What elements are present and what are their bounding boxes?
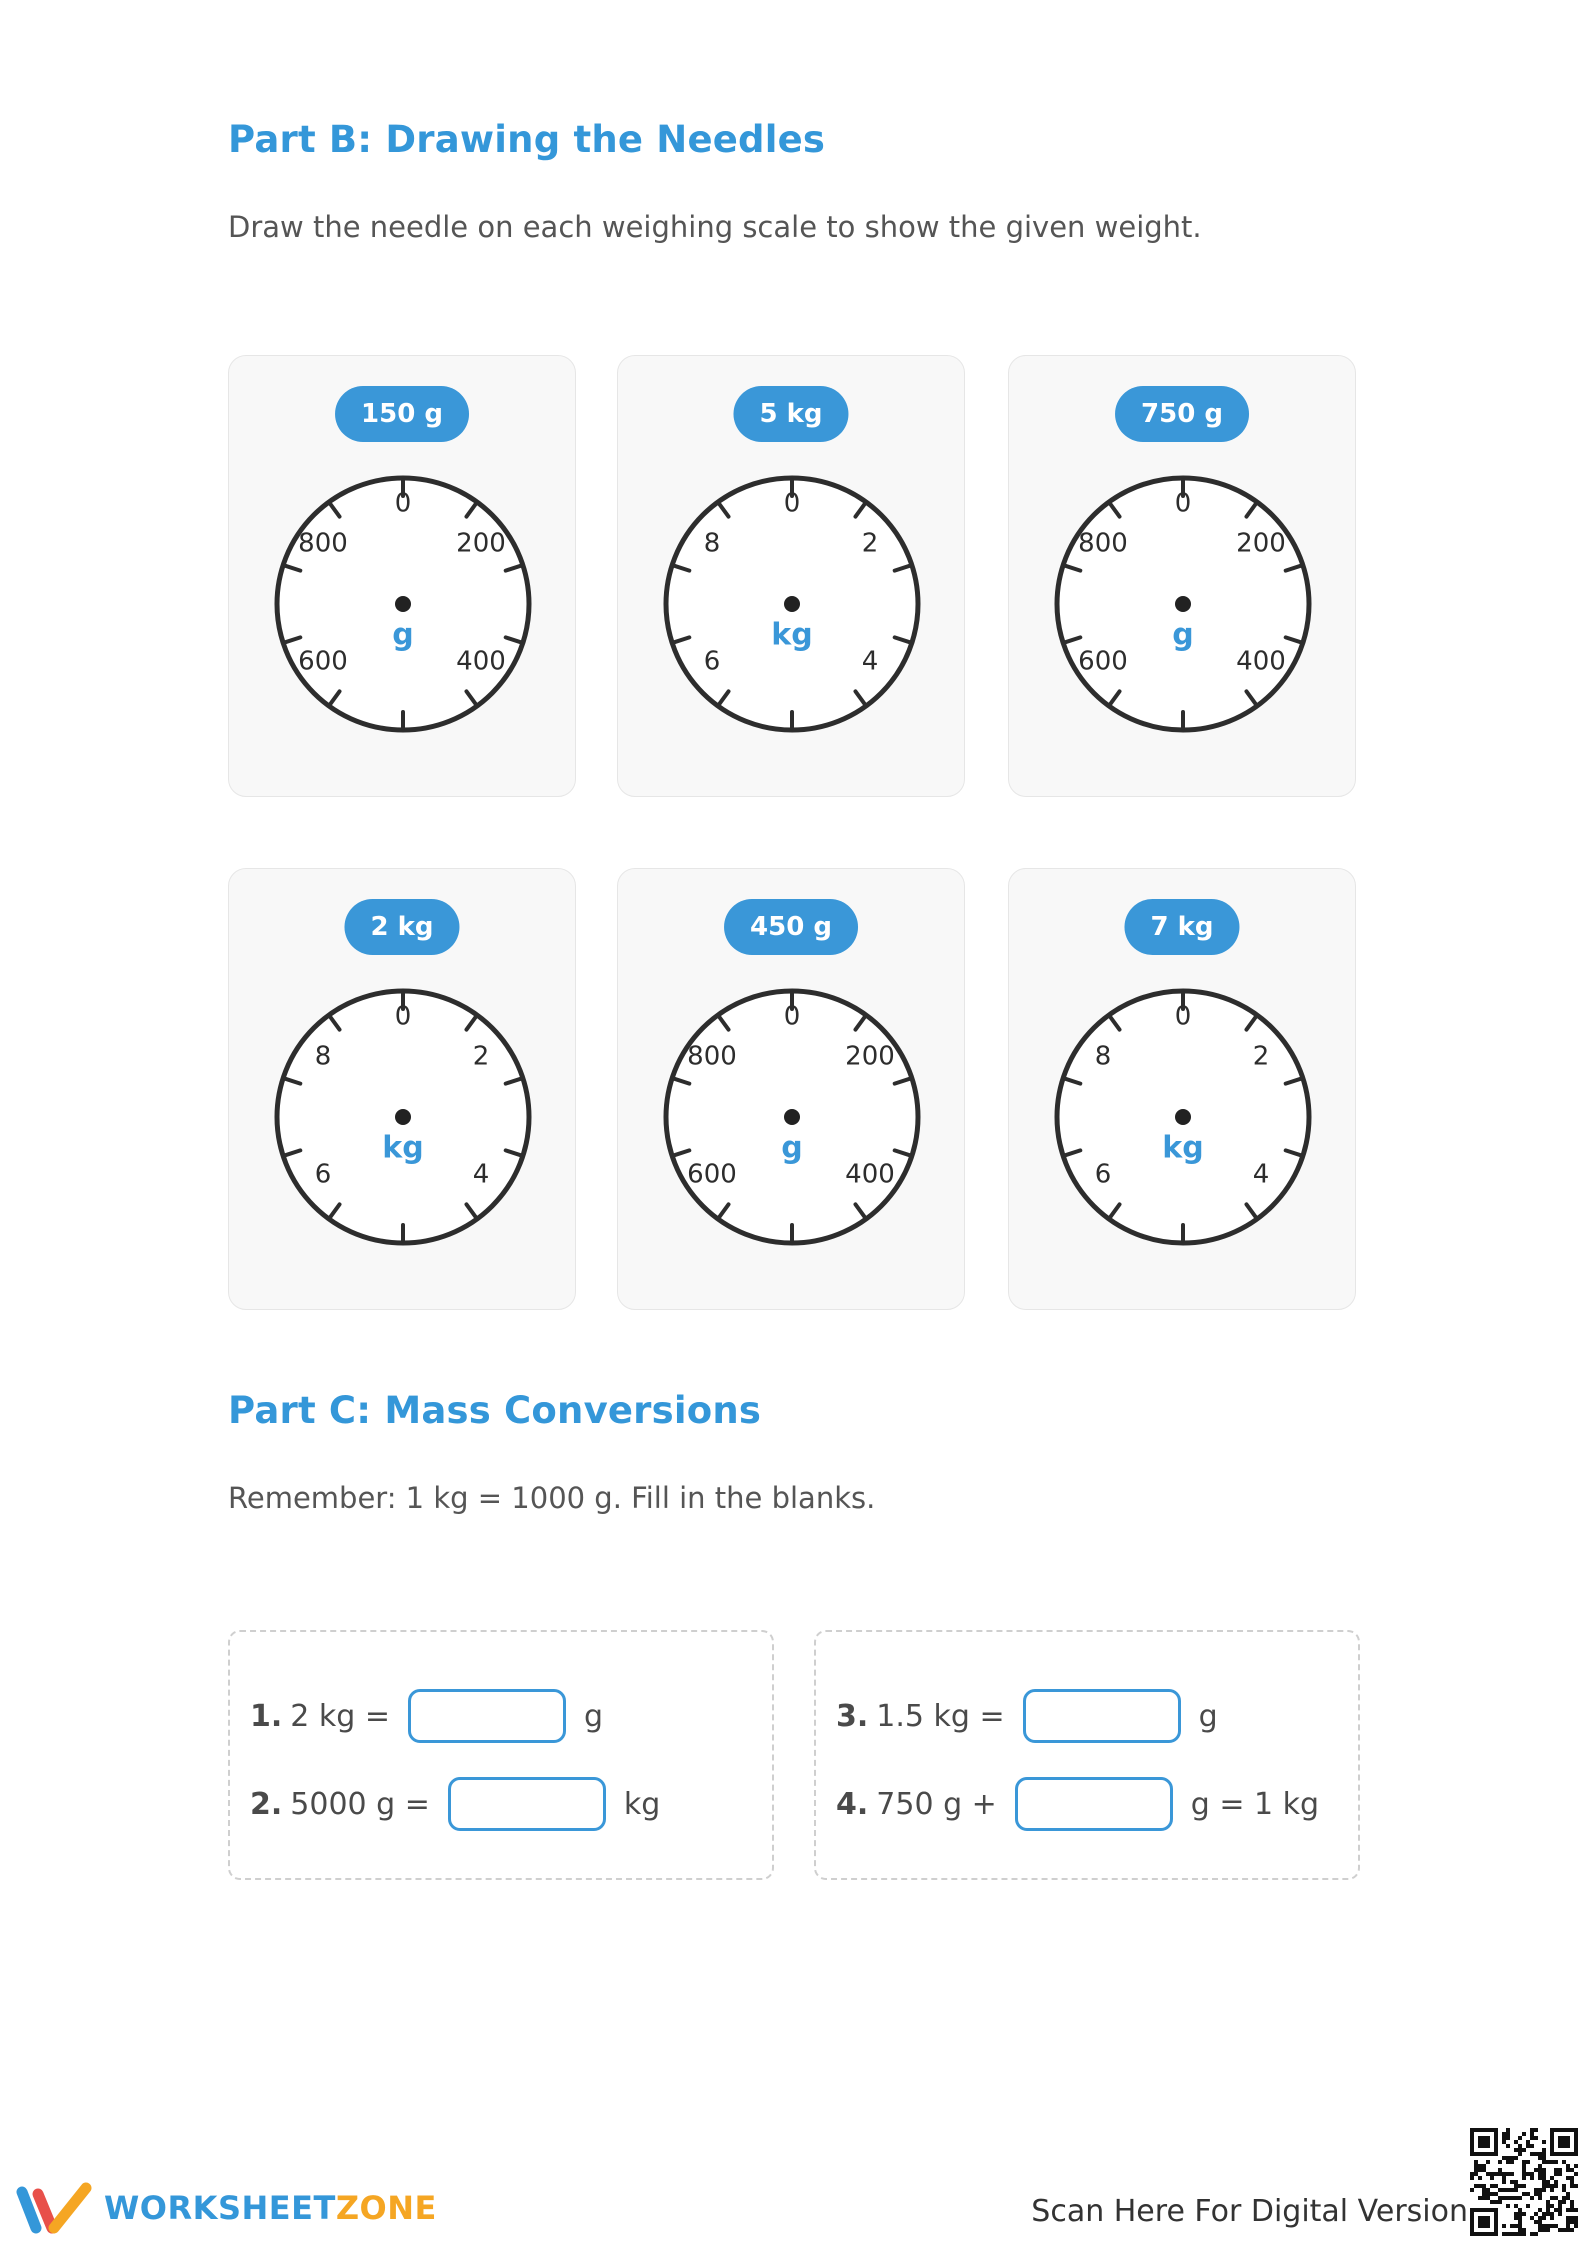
weight-label: 450 g <box>724 899 858 955</box>
dial-number: 200 <box>1236 528 1286 559</box>
dial-number: 200 <box>456 528 506 559</box>
dial-number: 0 <box>1174 488 1192 519</box>
dial-number: 4 <box>861 646 879 677</box>
scale-dial[interactable] <box>273 987 533 1247</box>
dial-number: 6 <box>314 1159 332 1190</box>
answer-box-4[interactable] <box>1015 1777 1173 1831</box>
question-3 <box>836 1688 1218 1744</box>
dial-number: 600 <box>298 646 348 677</box>
dial-number: 0 <box>394 1001 412 1032</box>
dial-center-dot <box>1175 596 1191 612</box>
scale-dial[interactable] <box>662 987 922 1247</box>
dial-number: 2 <box>1252 1041 1270 1072</box>
dial-number: 400 <box>845 1159 895 1190</box>
dial-number: 6 <box>703 646 721 677</box>
question-unit: g <box>584 1698 604 1734</box>
part-b-instruction: Draw the needle on each weighing scale to show the given weight. <box>228 210 1202 244</box>
dial-number: 4 <box>1252 1159 1270 1190</box>
answer-box-2[interactable] <box>448 1777 606 1831</box>
dial-number: 600 <box>687 1159 737 1190</box>
dial-number: 8 <box>703 528 721 559</box>
dial-center-dot <box>784 596 800 612</box>
scale-dial[interactable] <box>273 474 533 734</box>
dial-number: 2 <box>861 528 879 559</box>
dial-number: 600 <box>1078 646 1128 677</box>
dial-number: 400 <box>456 646 506 677</box>
scale-card <box>1008 355 1356 797</box>
dial-number: 8 <box>1094 1041 1112 1072</box>
scale-card <box>617 868 965 1310</box>
question-unit: g = 1 kg <box>1190 1786 1320 1822</box>
scale-dial[interactable] <box>662 474 922 734</box>
dial-center-dot <box>395 596 411 612</box>
question-text: 750 g + <box>876 1786 997 1822</box>
question-1 <box>250 1688 603 1744</box>
weight-label: 2 kg <box>344 899 459 955</box>
question-number: 4. <box>836 1786 869 1822</box>
dial-unit: g <box>392 617 414 653</box>
question-number: 1. <box>250 1698 283 1734</box>
dial-number: 800 <box>298 528 348 559</box>
dial-number: 2 <box>472 1041 490 1072</box>
question-unit: g <box>1198 1698 1218 1734</box>
scale-card <box>228 868 576 1310</box>
brand-name: WORKSHEETZONE <box>104 2189 437 2227</box>
dial-number: 0 <box>783 1001 801 1032</box>
scale-card <box>617 355 965 797</box>
dial-unit: g <box>781 1130 803 1166</box>
scale-card <box>228 355 576 797</box>
dial-number: 800 <box>687 1041 737 1072</box>
question-text: 5000 g = <box>290 1786 430 1822</box>
dial-number: 4 <box>472 1159 490 1190</box>
dial-center-dot <box>1175 1109 1191 1125</box>
scan-text: Scan Here For Digital Version <box>1031 2194 1468 2229</box>
weight-label: 150 g <box>335 386 469 442</box>
dial-unit: g <box>1172 617 1194 653</box>
question-number: 3. <box>836 1698 869 1734</box>
weight-label: 5 kg <box>733 386 848 442</box>
dial-center-dot <box>784 1109 800 1125</box>
dial-number: 8 <box>314 1041 332 1072</box>
scale-dial[interactable] <box>1053 474 1313 734</box>
weight-label: 750 g <box>1115 386 1249 442</box>
question-number: 2. <box>250 1786 283 1822</box>
scale-dial[interactable] <box>1053 987 1313 1247</box>
dial-number: 6 <box>1094 1159 1112 1190</box>
question-text: 1.5 kg = <box>876 1698 1005 1734</box>
dial-number: 0 <box>394 488 412 519</box>
dial-center-dot <box>395 1109 411 1125</box>
dial-unit: kg <box>771 617 813 653</box>
dial-number: 200 <box>845 1041 895 1072</box>
logo-w-icon <box>16 2180 94 2236</box>
part-c-heading: Part C: Mass Conversions <box>228 1389 762 1432</box>
question-4 <box>836 1776 1319 1832</box>
question-text: 2 kg = <box>290 1698 390 1734</box>
weight-label: 7 kg <box>1124 899 1239 955</box>
question-unit: kg <box>623 1786 661 1822</box>
answer-box-1[interactable] <box>408 1689 566 1743</box>
conversion-box-left <box>228 1630 774 1880</box>
dial-unit: kg <box>1162 1130 1204 1166</box>
dial-number: 400 <box>1236 646 1286 677</box>
question-2 <box>250 1776 660 1832</box>
part-b-heading: Part B: Drawing the Needles <box>228 118 826 161</box>
dial-unit: kg <box>382 1130 424 1166</box>
qr-code-icon[interactable] <box>1470 2128 1578 2236</box>
worksheetzone-logo[interactable] <box>16 2180 437 2236</box>
conversion-box-right <box>814 1630 1360 1880</box>
part-c-instruction: Remember: 1 kg = 1000 g. Fill in the blanks. <box>228 1481 876 1515</box>
dial-number: 0 <box>1174 1001 1192 1032</box>
dial-number: 800 <box>1078 528 1128 559</box>
scale-card <box>1008 868 1356 1310</box>
dial-number: 0 <box>783 488 801 519</box>
answer-box-3[interactable] <box>1023 1689 1181 1743</box>
